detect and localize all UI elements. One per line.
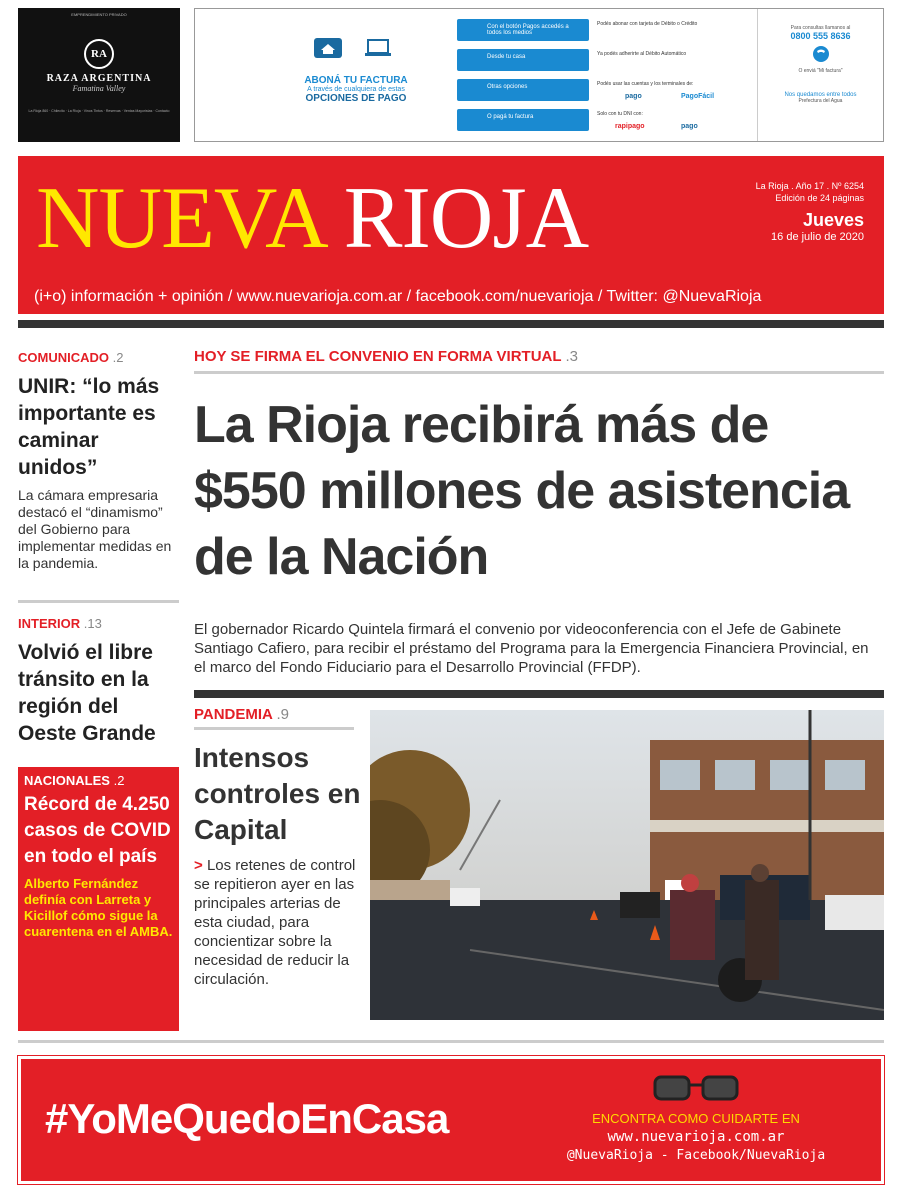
edition-day: Jueves	[802, 210, 864, 230]
interior-kicker-label: INTERIOR	[18, 616, 81, 631]
pandemia-kicker-label: PANDEMIA	[194, 706, 273, 723]
left-divider-1	[18, 600, 179, 603]
banner-social[interactable]: @NuevaRioja - Facebook/NuevaRioja	[566, 1148, 826, 1163]
stay-home-banner[interactable]	[18, 1056, 884, 1184]
raza-logo-icon: RA	[84, 39, 114, 69]
masthead-divider	[18, 320, 884, 328]
masthead-title-nueva: NUEVA	[36, 170, 323, 267]
pandemia-arrow: >	[194, 857, 203, 874]
nacionales-headline[interactable]: Récord de 4.250 casos de COVID en todo el país	[24, 794, 171, 867]
ad-pay-abona-options: OPCIONES DE PAGO	[305, 93, 407, 104]
nacionales-page: .2	[113, 773, 125, 788]
ad-pay-option-1[interactable]: Con el botón Pagos accedés a todos los medios	[457, 19, 589, 41]
ad-raza-footer: La Rioja 860 · Chilecito · La Rioja · Vinos Tintos · Reservas · Ventas Mayoristas · Contacto	[28, 109, 170, 113]
comunicado-page: .2	[112, 350, 124, 365]
masthead-tagline[interactable]: (i+o) información + opinión / www.nuevarioja.com.ar / facebook.com/nuevarioja / Twitter: @NuevaRioja	[34, 288, 762, 305]
main-kicker-label: HOY SE FIRMA EL CONVENIO EN FORMA VIRTUAL	[194, 348, 562, 365]
ad-raza-top-text: EMPRENDIMIENTO PRIVADO	[71, 12, 127, 17]
ad-pay-option-4[interactable]: O pagá tu factura	[457, 109, 589, 131]
brand-pago-2: pago	[681, 123, 698, 130]
nacionales-kicker-label: NACIONALES	[24, 773, 110, 788]
bottom-divider	[18, 1040, 884, 1043]
phone-icon	[812, 45, 830, 63]
ad-pay-phone: 0800 555 8636	[790, 31, 851, 41]
ad-pay-contact	[757, 9, 883, 141]
ad-pay-desc-4: Solo con tu DNI con:	[597, 111, 643, 117]
ad-pay-option-3[interactable]: Otras opciones	[457, 79, 589, 101]
laptop-icon	[363, 37, 393, 59]
ad-pay-abona-sub: A través de cualquiera de estas	[307, 86, 405, 93]
banner-hashtag: #YoMeQuedoEnCasa	[45, 1095, 449, 1142]
ad-payment-options[interactable]	[194, 8, 884, 142]
main-page: .3	[565, 348, 578, 365]
ad-pay-option-2[interactable]: Desde tu casa	[457, 49, 589, 71]
comunicado-headline[interactable]: UNIR: “lo más importante es caminar unidos”	[18, 375, 160, 479]
pandemia-page: .9	[276, 706, 290, 723]
main-deck: El gobernador Ricardo Quintela firmará el convenio por videoconferencia con el Jefe de Gabinete Santiago Cafiero, para recibir el préstamo del Programa para la Emergencia Financiera Provincial, en el marco del Fondo Fiduciario para el Desarrollo Provincial (FFDP).	[194, 621, 869, 676]
comunicado-kicker	[18, 350, 179, 365]
ad-pay-left	[195, 9, 433, 141]
masthead	[18, 156, 884, 314]
edition-number: La Rioja . Año 17 . Nº 6254	[755, 181, 864, 191]
masthead-meta	[756, 180, 864, 243]
ad-pay-abona-title: ABONÁ TU FACTURA	[304, 75, 408, 86]
pandemia-kicker	[194, 706, 354, 723]
glasses-icon	[651, 1073, 741, 1103]
masthead-title	[36, 168, 588, 269]
nacionales-body: Alberto Fernández definía con Larreta y Kicillof cómo sigue la cuarentena en el AMBA.	[24, 876, 173, 939]
interior-headline[interactable]: Volvió el libre tránsito en la región del Oeste Grande	[18, 641, 156, 745]
edition-pages: Edición de 24 páginas	[775, 193, 864, 203]
ad-pay-desc-1: Podés abonar con tarjeta de Débito o Crédito	[597, 21, 698, 27]
ad-raza-script: Famatina Valley	[72, 84, 126, 93]
interior-story[interactable]	[18, 616, 179, 747]
interior-page: .13	[83, 616, 102, 631]
brand-pagofacil: PagoFácil	[681, 93, 715, 100]
comunicado-story[interactable]	[18, 350, 179, 572]
pandemia-body-wrap	[194, 856, 364, 989]
house-icon	[313, 37, 343, 59]
ad-pay-link[interactable]: Nos quedamos entre todos	[784, 92, 857, 98]
nacionales-story[interactable]	[18, 767, 179, 1031]
ad-pay-contact-label: Para consultas llamanos al	[790, 25, 851, 31]
ad-pay-desc-3: Podés usar las cuentas y los terminales de:	[597, 81, 694, 87]
ad-pay-mid: O enviá "Mi factura"	[798, 68, 843, 74]
banner-website[interactable]: www.nuevarioja.com.ar	[607, 1129, 785, 1145]
ad-raza-name: RAZA ARGENTINA	[46, 73, 152, 84]
brand-rapipago: rapipago	[615, 123, 645, 130]
ad-pay-foot: Prefectura del Agua	[798, 98, 843, 104]
main-headline[interactable]: La Rioja recibirá más de $550 millones de asistencia de la Nación	[194, 396, 850, 586]
main-divider	[194, 690, 884, 698]
banner-info	[531, 1111, 861, 1163]
comunicado-body: La cámara empresaria destacó el “dinamismo” del Gobierno para implementar medidas en la pandemia.	[18, 487, 172, 571]
ad-pay-desc-2: Ya podés adherirte al Débito Automático	[597, 51, 687, 57]
pandemia-kicker-bar	[194, 706, 354, 730]
street-checkpoint-photo[interactable]	[370, 710, 884, 1020]
ad-pay-abona	[291, 75, 421, 104]
pandemia-body: Los retenes de control se repitieron ayer en las principales arterias de esta ciudad, para concientizar sobre la necesidad de reducir la circulación.	[194, 857, 356, 988]
interior-kicker	[18, 616, 179, 631]
nacionales-kicker	[24, 773, 173, 788]
edition-date: 16 de julio de 2020	[771, 231, 864, 243]
main-kicker-bar	[194, 348, 884, 374]
main-kicker	[194, 348, 884, 365]
masthead-title-rioja: RIOJA	[343, 170, 589, 267]
ad-raza-argentina[interactable]	[18, 8, 180, 142]
pandemia-headline[interactable]: Intensos controles en Capital	[194, 742, 361, 845]
banner-line-1: ENCONTRA COMO CUIDARTE EN	[592, 1111, 800, 1126]
brand-pago-1: pago	[625, 93, 642, 100]
comunicado-kicker-label: COMUNICADO	[18, 350, 109, 365]
